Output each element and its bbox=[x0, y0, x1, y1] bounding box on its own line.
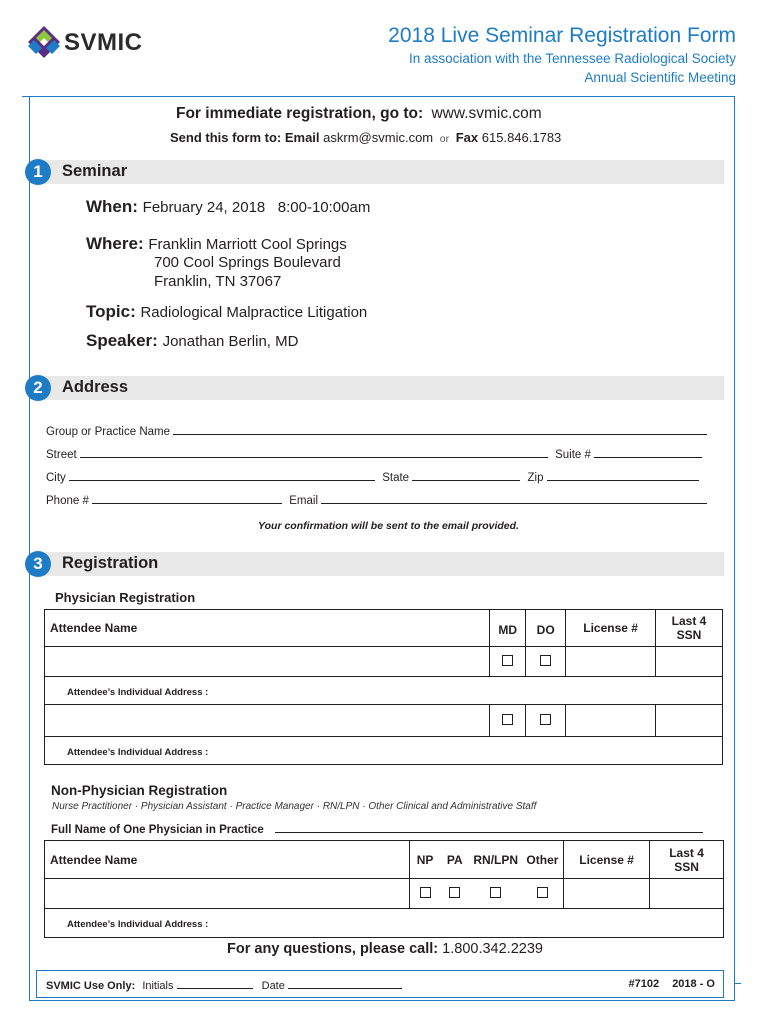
phone-label: Phone # bbox=[46, 495, 89, 507]
do-checkbox[interactable] bbox=[540, 714, 551, 725]
section-label-seminar: Seminar bbox=[62, 162, 128, 180]
col-rn-lpn: RN/LPN bbox=[470, 841, 522, 879]
date-label: Date bbox=[261, 980, 285, 992]
topic-value: Radiological Malpractice Litigation bbox=[140, 304, 368, 321]
attendee-address-cell[interactable] bbox=[45, 677, 723, 705]
contact-fax: 615.846.1783 bbox=[481, 130, 562, 145]
use-only-row bbox=[46, 978, 402, 992]
section-number-address: 2 bbox=[25, 375, 51, 401]
phone-input-line[interactable] bbox=[92, 492, 282, 504]
suite-label: Suite # bbox=[555, 449, 591, 461]
license-cell[interactable] bbox=[564, 879, 650, 909]
ssn-cell[interactable] bbox=[656, 705, 723, 737]
speaker-label: Speaker: bbox=[86, 331, 158, 350]
where-line2: 700 Cool Springs Boulevard bbox=[154, 254, 341, 271]
do-cell bbox=[526, 647, 566, 677]
use-only-label: SVMIC Use Only: bbox=[46, 980, 136, 992]
city-label: City bbox=[46, 472, 66, 484]
license-cell[interactable] bbox=[566, 647, 656, 677]
col-pa: PA bbox=[440, 841, 470, 879]
col-np: NP bbox=[410, 841, 440, 879]
attendee-address-label: Attendee’s Individual Address : bbox=[67, 919, 209, 930]
col-ssn-line1: Last 4 bbox=[671, 614, 707, 628]
attendee-address-label: Attendee’s Individual Address : bbox=[67, 686, 209, 698]
form-number: #7102 bbox=[628, 978, 660, 990]
form-title: 2018 Live Seminar Registration Form bbox=[388, 24, 736, 47]
street-label: Street bbox=[46, 449, 77, 461]
speaker-row bbox=[86, 331, 298, 351]
initials-input-line[interactable] bbox=[177, 978, 253, 989]
topic-label: Topic: bbox=[86, 302, 136, 321]
col-ssn-line2: SSN bbox=[676, 628, 702, 642]
physician-header-row bbox=[45, 610, 723, 647]
col-license: License # bbox=[566, 610, 656, 647]
state-label: State bbox=[382, 472, 410, 484]
street-field[interactable] bbox=[46, 446, 702, 461]
col-license: License # bbox=[564, 841, 650, 879]
ssn-cell[interactable] bbox=[650, 879, 724, 909]
group-field[interactable] bbox=[46, 423, 707, 438]
email-field-label: Email bbox=[289, 495, 319, 507]
registration-url-line bbox=[176, 105, 542, 123]
attendee-address-label: Attendee’s Individual Address : bbox=[67, 746, 209, 758]
contact-email[interactable]: askrm@svmic.com bbox=[323, 130, 434, 145]
nonphysician-row-1 bbox=[45, 879, 724, 909]
when-label: When: bbox=[86, 197, 138, 216]
col-ssn bbox=[656, 610, 723, 647]
fax-label: Fax bbox=[455, 130, 479, 145]
rn-lpn-checkbox[interactable] bbox=[490, 887, 501, 898]
group-label: Group or Practice Name bbox=[46, 426, 170, 438]
email-label: Email bbox=[284, 130, 320, 145]
or-text: or bbox=[439, 133, 450, 145]
logo-mark-icon bbox=[28, 26, 60, 58]
rn-lpn-cell bbox=[470, 879, 522, 909]
phone-field[interactable] bbox=[46, 492, 707, 507]
physician-address-row-1 bbox=[45, 677, 723, 705]
section-bar-address bbox=[44, 376, 724, 400]
form-version: 2018 - O bbox=[672, 978, 715, 990]
attendee-address-cell[interactable] bbox=[45, 909, 724, 938]
section-number-registration: 3 bbox=[25, 551, 51, 577]
city-field[interactable] bbox=[46, 469, 699, 484]
col-md: MD bbox=[490, 610, 526, 647]
group-input-line[interactable] bbox=[173, 423, 707, 435]
questions-label: For any questions, please call: bbox=[227, 941, 439, 957]
suite-input-line[interactable] bbox=[594, 446, 702, 458]
do-checkbox[interactable] bbox=[540, 655, 551, 666]
confirmation-note: Your confirmation will be sent to the email provided. bbox=[258, 520, 519, 532]
city-input-line[interactable] bbox=[69, 469, 375, 481]
nonphysician-table bbox=[44, 840, 724, 938]
nonphysician-address-row bbox=[45, 909, 724, 938]
send-label: Send this form to: bbox=[170, 130, 282, 145]
zip-input-line[interactable] bbox=[547, 469, 699, 481]
practice-physician-field[interactable] bbox=[51, 821, 703, 836]
np-cell bbox=[410, 879, 440, 909]
col-attendee-name: Attendee Name bbox=[45, 610, 490, 647]
practice-physician-input-line[interactable] bbox=[275, 821, 703, 833]
questions-phone[interactable]: 1.800.342.2239 bbox=[442, 941, 543, 957]
form-subtitle-line2: Annual Scientific Meeting bbox=[584, 70, 736, 85]
attendee-name-cell[interactable] bbox=[45, 705, 490, 737]
email-input-line[interactable] bbox=[321, 492, 707, 504]
initials-label: Initials bbox=[142, 980, 174, 992]
svmic-logo bbox=[28, 26, 158, 60]
speaker-value: Jonathan Berlin, MD bbox=[162, 333, 299, 350]
do-cell bbox=[526, 705, 566, 737]
section-label-address: Address bbox=[62, 378, 129, 396]
col-ssn bbox=[650, 841, 724, 879]
nonphysician-header-row bbox=[45, 841, 724, 879]
md-cell bbox=[490, 647, 526, 677]
where-label: Where: bbox=[86, 234, 144, 253]
md-checkbox[interactable] bbox=[502, 655, 513, 666]
form-subtitle-line1: In association with the Tennessee Radiological Society bbox=[409, 51, 736, 66]
md-cell bbox=[490, 705, 526, 737]
date-input-line[interactable] bbox=[288, 978, 402, 989]
physician-heading: Physician Registration bbox=[55, 590, 196, 605]
col-do: DO bbox=[526, 610, 566, 647]
license-cell[interactable] bbox=[566, 705, 656, 737]
questions-line bbox=[0, 941, 770, 957]
when-row bbox=[86, 197, 370, 217]
frame-tick bbox=[22, 96, 29, 97]
where-line1: Franklin Marriott Cool Springs bbox=[148, 236, 347, 253]
col-ssn-line2: SSN bbox=[674, 859, 699, 874]
registration-url[interactable]: www.svmic.com bbox=[431, 105, 542, 122]
pa-cell bbox=[440, 879, 470, 909]
section-bar-seminar bbox=[44, 160, 724, 184]
street-input-line[interactable] bbox=[80, 446, 548, 458]
where-line3: Franklin, TN 37067 bbox=[154, 273, 282, 290]
where-row bbox=[86, 234, 347, 254]
attendee-address-cell[interactable] bbox=[45, 737, 723, 765]
section-label-registration: Registration bbox=[62, 554, 159, 572]
col-other: Other bbox=[522, 841, 564, 879]
ssn-cell[interactable] bbox=[656, 647, 723, 677]
col-attendee-name: Attendee Name bbox=[45, 841, 410, 879]
np-checkbox[interactable] bbox=[420, 887, 431, 898]
frame-tick bbox=[735, 983, 741, 984]
attendee-name-cell[interactable] bbox=[45, 647, 490, 677]
section-number-seminar: 1 bbox=[25, 159, 51, 185]
nonphysician-heading: Non-Physician Registration bbox=[51, 783, 228, 798]
nonphysician-roles: Nurse Practitioner · Physician Assistant · Practice Manager · RN/LPN · Other Clinical and Administrative Staff bbox=[52, 801, 537, 812]
when-value: February 24, 2018 8:00-10:00am bbox=[142, 199, 371, 216]
svmic-use-only-box bbox=[36, 970, 724, 998]
physician-address-row-2 bbox=[45, 737, 723, 765]
other-checkbox[interactable] bbox=[537, 887, 548, 898]
col-ssn-line1: Last 4 bbox=[669, 845, 704, 860]
topic-row bbox=[86, 302, 367, 322]
logo-text: SVMIC bbox=[64, 29, 143, 56]
zip-label: Zip bbox=[527, 472, 544, 484]
other-cell bbox=[522, 879, 564, 909]
practice-physician-label: Full Name of One Physician in Practice bbox=[51, 824, 264, 836]
state-input-line[interactable] bbox=[412, 469, 520, 481]
pa-checkbox[interactable] bbox=[449, 887, 460, 898]
physician-row-1 bbox=[45, 647, 723, 677]
attendee-name-cell[interactable] bbox=[45, 879, 410, 909]
registration-label: For immediate registration, go to: bbox=[176, 105, 424, 122]
form-id bbox=[629, 978, 715, 990]
send-form-line bbox=[170, 130, 561, 145]
md-checkbox[interactable] bbox=[502, 714, 513, 725]
physician-row-2 bbox=[45, 705, 723, 737]
physician-table bbox=[44, 609, 723, 765]
